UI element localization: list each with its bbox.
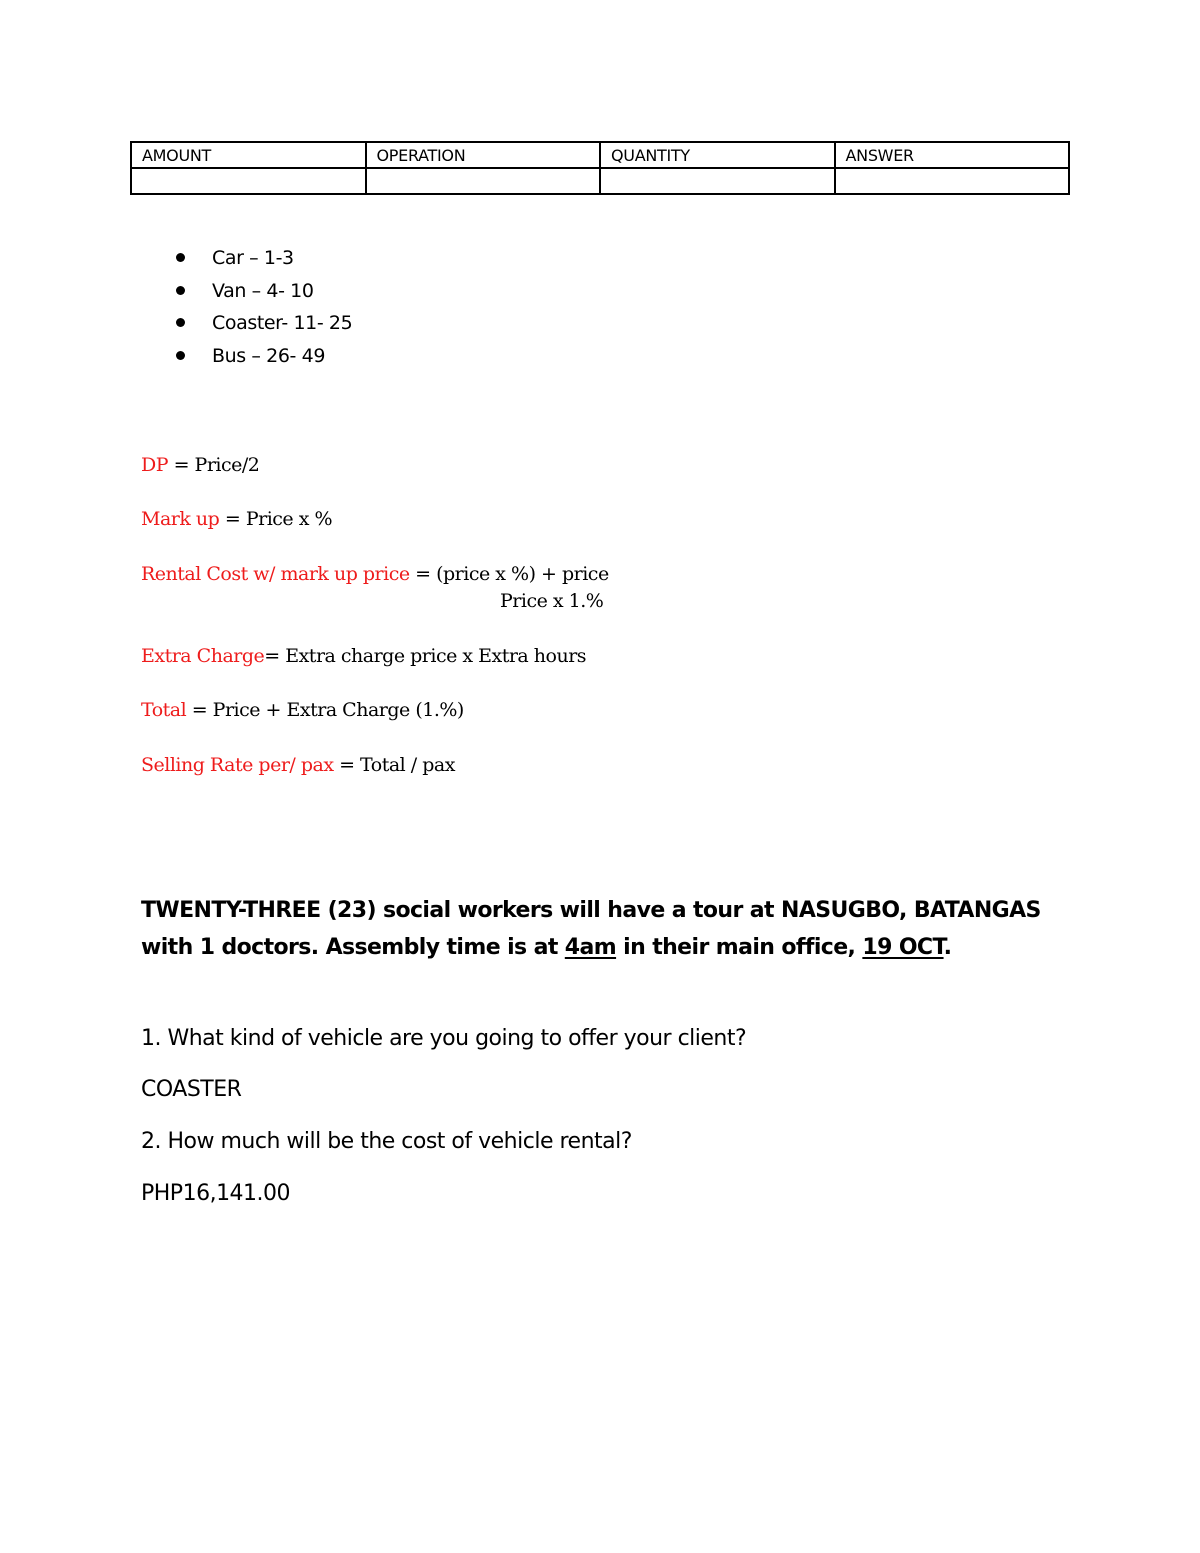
list-item: Car – 1-3 bbox=[176, 244, 352, 277]
cell-answer bbox=[835, 168, 1070, 194]
cell-amount bbox=[131, 168, 366, 194]
formula-rental-cost bbox=[141, 563, 609, 585]
question-2: 2. How much will be the cost of vehicle rental? bbox=[141, 1129, 632, 1154]
formula-expression: = Price + Extra Charge (1.%) bbox=[186, 699, 464, 721]
formula-total bbox=[141, 699, 464, 721]
list-item: Van – 4- 10 bbox=[176, 277, 352, 310]
formula-term: DP bbox=[141, 454, 169, 476]
tour-date: 19 OCT bbox=[862, 935, 944, 960]
formula-term: Rental Cost w/ mark up price bbox=[141, 563, 410, 585]
formula-expression: = Total / pax bbox=[333, 754, 455, 776]
question-1: 1. What kind of vehicle are you going to offer your client? bbox=[141, 1026, 747, 1051]
header-answer: ANSWER bbox=[835, 142, 1070, 168]
bullet-icon bbox=[176, 351, 185, 360]
header-quantity: QUANTITY bbox=[600, 142, 835, 168]
answer-1: COASTER bbox=[141, 1077, 242, 1102]
formula-expression: = Price/2 bbox=[168, 454, 260, 476]
formula-selling-rate bbox=[141, 754, 455, 776]
bullet-icon bbox=[176, 318, 185, 327]
formula-dp bbox=[141, 454, 259, 476]
table-row bbox=[131, 168, 1069, 194]
cell-operation bbox=[366, 168, 601, 194]
list-item: Bus – 26- 49 bbox=[176, 342, 352, 375]
list-item: Coaster- 11- 25 bbox=[176, 309, 352, 342]
formula-markup bbox=[141, 508, 332, 530]
formula-rental-cost-alt: Price x 1.% bbox=[500, 590, 604, 612]
formula-term: Total bbox=[141, 699, 187, 721]
bullet-icon bbox=[176, 253, 185, 262]
formula-expression: = Extra charge price x Extra hours bbox=[264, 645, 587, 667]
assembly-time: 4am bbox=[564, 935, 617, 960]
formula-term: Selling Rate per/ pax bbox=[141, 754, 334, 776]
problem-statement: TWENTY-THREE (23) social workers will have a tour at NASUGBO, BATANGAS with 1 doctors. Assembly time is at 4am in their main office, 19 OCT. bbox=[141, 898, 1041, 960]
bullet-icon bbox=[176, 286, 185, 295]
formula-expression: = Price x % bbox=[219, 508, 333, 530]
answer-2: PHP16,141.00 bbox=[141, 1181, 291, 1206]
formula-expression: = (price x %) + price bbox=[409, 563, 609, 585]
header-amount: AMOUNT bbox=[131, 142, 366, 168]
cell-quantity bbox=[600, 168, 835, 194]
vehicle-capacity-list bbox=[176, 244, 352, 374]
formula-term: Mark up bbox=[141, 508, 220, 530]
table-header-row bbox=[131, 142, 1069, 168]
header-operation: OPERATION bbox=[366, 142, 601, 168]
formula-term: Extra Charge bbox=[141, 645, 265, 667]
answer-table bbox=[130, 141, 1070, 195]
formula-extra-charge bbox=[141, 645, 586, 667]
